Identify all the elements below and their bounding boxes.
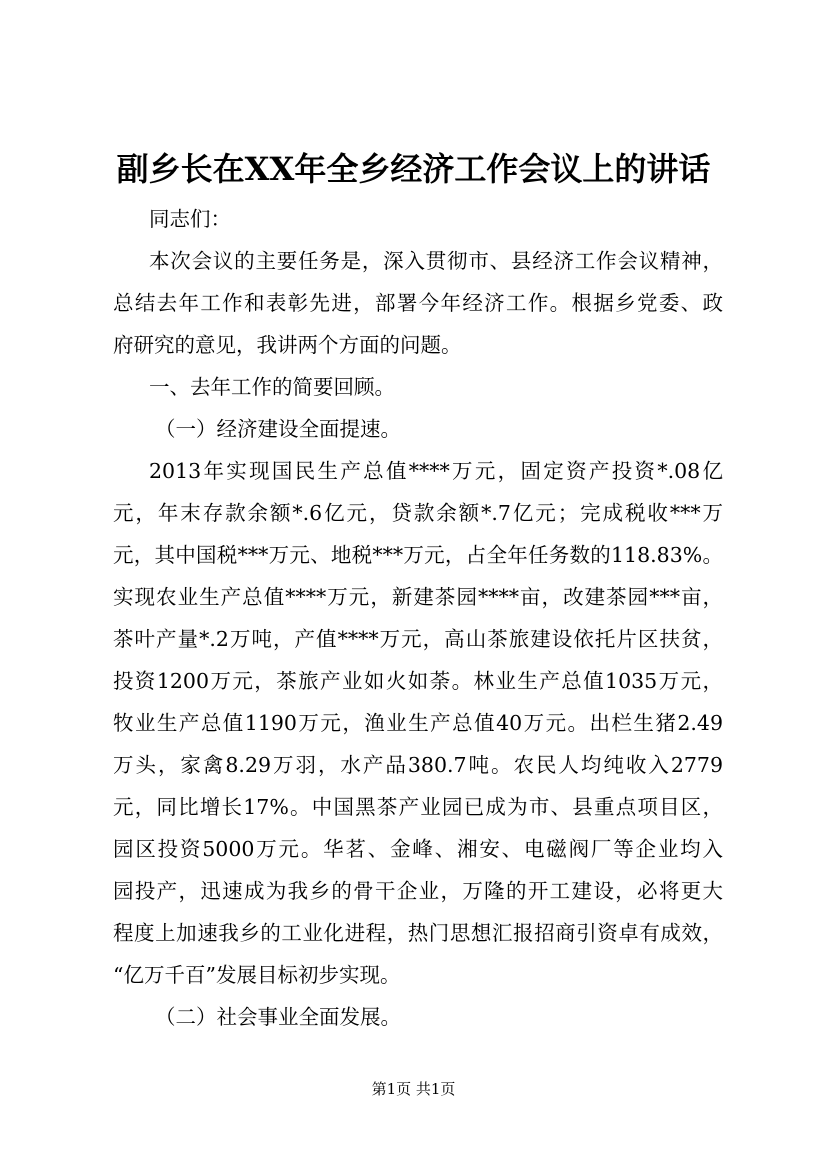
paragraph-line: 本次会议的主要任务是，深入贯彻市、县经济工作会议精神， [149,249,723,273]
paragraph-line: 元，其中国税***万元、地税***万元，占全年任务数的118.83%。 [113,543,723,567]
paragraph-line: 府研究的意见，我讲两个方面的问题。 [113,333,462,357]
paragraph-line: 程度上加速我乡的工业化进程，热门思想汇报招商引资卓有成效， [113,921,723,945]
paragraph-line: 投资1200万元，茶旅产业如火如荼。林业生产总值1035万元， [113,669,723,693]
paragraph-line: 牧业生产总值1190万元，渔业生产总值40万元。出栏生猪2.49 [113,711,723,735]
subsection-heading: （一）经济建设全面提速。 [155,417,401,441]
paragraph-line: “亿万千百”发展目标初步实现。 [113,963,401,987]
paragraph-line: 总结去年工作和表彰先进，部署今年经济工作。根据乡党委、政 [113,291,723,315]
document-title: 副乡长在XX年全乡经济工作会议上的讲话 [116,150,711,188]
document-body [113,198,723,1038]
paragraph-line: 元，同比增长17%。中国黑茶产业园已成为市、县重点项目区， [113,795,723,819]
paragraph-line: 园区投资5000万元。华茗、金峰、湘安、电磁阀厂等企业均入 [113,837,723,861]
subsection-heading: （二）社会事业全面发展。 [155,1005,401,1029]
paragraph-line: 2013年实现国民生产总值****万元，固定资产投资*.08亿 [149,459,723,483]
paragraph-line: 元，年末存款余额*.6亿元，贷款余额*.7亿元；完成税收***万 [113,501,723,525]
paragraph-line: 万头，家禽8.29万羽，水产品380.7吨。农民人均纯收入2779 [113,753,723,777]
page-footer: 第1页 共1页 [371,1080,456,1098]
paragraph-line: 实现农业生产总值****万元，新建茶园****亩，改建茶园***亩， [113,585,723,609]
section-heading: 一、去年工作的简要回顾。 [149,375,395,399]
paragraph-line: 园投产，迅速成为我乡的骨干企业，万隆的开工建设，必将更大 [113,879,723,903]
salutation: 同志们： [149,207,231,231]
paragraph-line: 茶叶产量*.2万吨，产值****万元，高山茶旅建设依托片区扶贫， [113,627,723,651]
